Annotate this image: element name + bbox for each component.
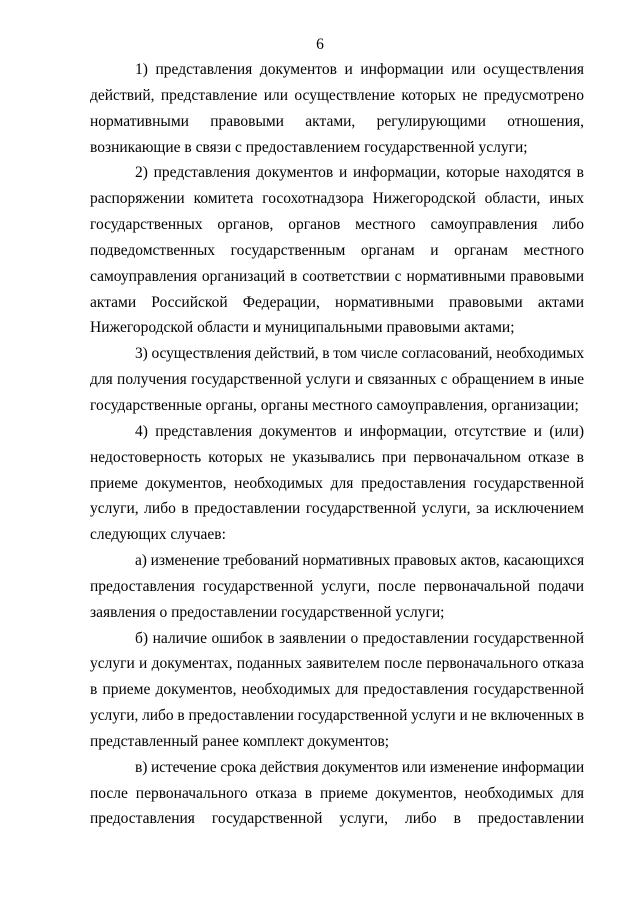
text-line: 3) осуществления действий, в том числе согласований, необходимых [135,345,584,363]
text-line: недостоверность которых не указывались при первоначальном отказе в [90,448,584,466]
text-line: для получения государственной услуги и связанных с обращением в иные [90,371,584,389]
paragraph [90,419,584,548]
text-line: государственных органов, органов местного самоуправления либо [90,216,584,234]
text-line: подведомственных государственным органам и органам местного [90,241,584,259]
text-line: приеме документов, необходимых для предоставления государственной [90,474,584,492]
text-line: предоставления государственной услуги, либо в предоставлении [90,810,584,828]
paragraph [90,341,584,419]
text-line: представленный ранее комплект документов; [90,732,390,750]
text-line: актами Российской Федерации, нормативными правовыми актами [90,293,584,311]
paragraph [90,160,584,341]
text-line: самоуправления организаций в соответствии с нормативными правовыми [90,267,584,285]
text-line: 1) представления документов и информации или осуществления [135,61,584,78]
text-line: услуги и документах, поданных заявителем после первоначального отказа [90,655,584,673]
text-line: в) истечение срока действия документов или изменение информации [135,758,584,776]
paragraph [90,626,584,755]
paragraph [90,548,584,626]
text-line: возникающие в связи с предоставлением государственной услуги; [90,138,528,156]
paragraph [90,57,584,160]
document-body [90,57,584,832]
text-line: 2) представления документов и информации, которые находятся в [135,164,584,182]
text-line: Нижегородской области и муниципальными правовыми актами; [90,319,515,337]
text-line: услуги, либо в предоставлении государственной услуги и не включенных в [90,707,584,725]
paragraph [90,755,584,833]
text-line: в приеме документов, необходимых для предоставления государственной [90,681,584,699]
page-number: 6 [316,36,324,53]
text-line: услуги, либо в предоставлении государственной услуги, за исключением [90,500,584,518]
text-line: после первоначального отказа в приеме документов, необходимых для [90,784,584,802]
text-line: 4) представления документов и информации, отсутствие и (или) [135,422,584,440]
text-line: следующих случаев: [90,526,226,544]
text-line: действий, представление или осуществление которых не предусмотрено [90,86,584,104]
text-line: предоставления государственной услуги, после первоначальной подачи [90,577,584,595]
text-line: государственные органы, органы местного самоуправления, организации; [90,396,579,414]
text-line: заявления о предоставлении государственной услуги; [90,603,445,621]
text-line: нормативными правовыми актами, регулирующими отношения, [90,112,584,130]
text-line: распоряжении комитета госохотнадзора Нижегородской области, иных [90,190,584,208]
text-line: а) изменение требований нормативных правовых актов, касающихся [135,552,584,570]
text-line: б) наличие ошибок в заявлении о предоставлении государственной [135,629,584,647]
